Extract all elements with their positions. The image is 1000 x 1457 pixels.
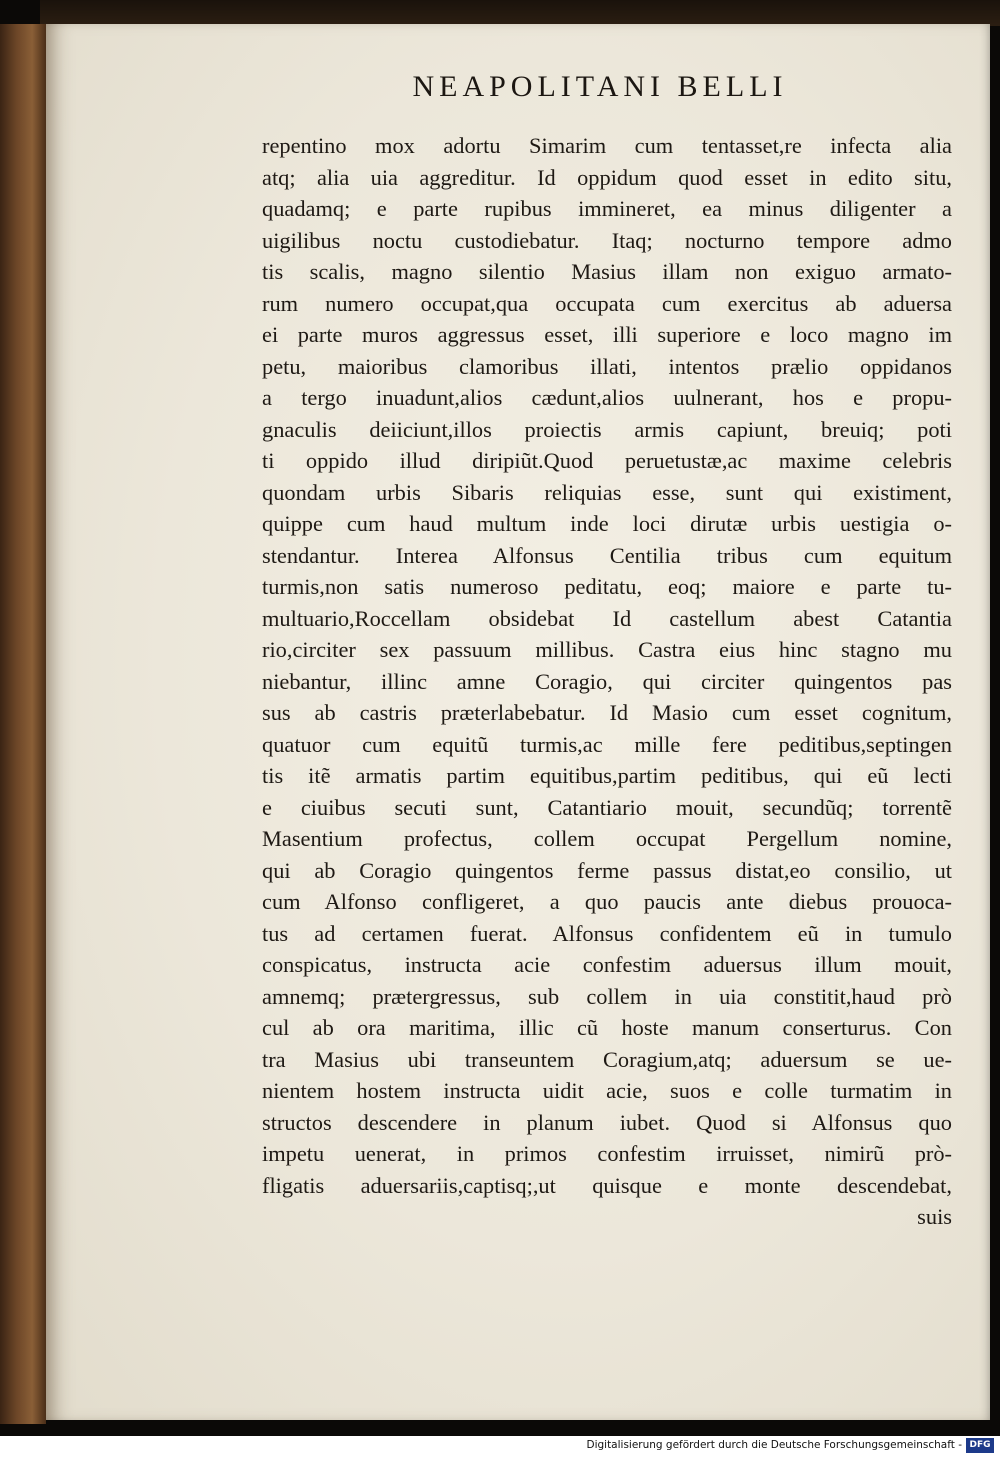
- text-line: quadamq; e parte rupibus immineret, ea minus diligenter a: [262, 196, 952, 221]
- text-line: petu, maioribus clamoribus illati, intentos prælio oppidanos: [262, 353, 952, 379]
- text-line: uigilibus noctu custodiebatur. Itaq; nocturno tempore admo: [262, 227, 952, 253]
- text-line: tis scalis, magno silentio Masius illam non exiguo armato-: [262, 259, 952, 284]
- text-line: amnemq; prætergressus, sub collem in uia constitit,haud prò: [262, 983, 952, 1009]
- catchword: suis: [917, 1204, 952, 1229]
- text-line: qui ab Coragio quingentos ferme passus distat,eo consilio, ut: [262, 857, 952, 883]
- text-line: sus ab castris præterlabebatur. Id Masio cum esset cognitum,: [262, 700, 952, 725]
- text-line: ti oppido illud diripiũt.Quod peruetustæ,ac maxime celebris: [262, 448, 952, 473]
- text-line: cul ab ora maritima, illic cũ hoste manum conserturus. Con: [262, 1015, 952, 1040]
- text-line: quatuor cum equitũ turmis,ac mille fere peditibus,septingen: [262, 731, 952, 757]
- text-line: stendantur. Interea Alfonsus Centilia tribus cum equitum: [262, 542, 952, 568]
- text-line: cum Alfonso confligeret, a quo paucis ante diebus prouoca-: [262, 889, 952, 914]
- dfg-logo-icon: DFG: [966, 1438, 994, 1453]
- text-line: gnaculis deiiciunt,illos proiectis armis capiunt, breuiq; poti: [262, 416, 952, 442]
- text-line: conspicatus, instructa acie confestim aduersus illum mouit,: [262, 952, 952, 977]
- text-line: a tergo inuadunt,alios cædunt,alios uulnerant, hos e propu-: [262, 385, 952, 410]
- text-line: atq; alia uia aggreditur. Id oppidum quod esset in edito situ,: [262, 164, 952, 190]
- text-line: rum numero occupat,qua occupata cum exercitus ab aduersa: [262, 290, 952, 316]
- running-head: NEAPOLITANI BELLI: [412, 70, 788, 103]
- book-spine-edge: [0, 24, 46, 1424]
- text-line: impetu uenerat, in primos confestim irruisset, nimirũ prò-: [262, 1141, 952, 1166]
- text-line: nientem hostem instructa uidit acie, suos e colle turmatim in: [262, 1078, 952, 1103]
- text-line: rio,circiter sex passuum millibus. Castra eius hinc stagno mu: [262, 637, 952, 662]
- text-line: tus ad certamen fuerat. Alfonsus confidentem eũ in tumulo: [262, 920, 952, 946]
- text-line: tra Masius ubi transeuntem Coragium,atq; aduersum se ue-: [262, 1046, 952, 1072]
- text-line: quippe cum haud multum inde loci dirutæ urbis uestigia o-: [262, 511, 952, 536]
- text-line: Masentium profectus, collem occupat Pergellum nomine,: [262, 826, 952, 851]
- text-line: ei parte muros aggressus esset, illi superiore e loco magno im: [262, 322, 952, 347]
- text-line: repentino mox adortu Simarim cum tentasset,re infecta alia: [262, 133, 952, 158]
- footer-credit: Digitalisierung gefördert durch die Deutsche Forschungsgemeinschaft -: [586, 1439, 962, 1451]
- text-line: fligatis aduersariis,captisq;,ut quisque e monte descendebat,: [262, 1172, 952, 1198]
- text-line: turmis,non satis numeroso peditatu, eoq; maiore e parte tu-: [262, 574, 952, 599]
- body-text: [262, 130, 952, 1233]
- book-top-edge: [40, 0, 1000, 26]
- text-line: structos descendere in planum iubet. Quod si Alfonsus quo: [262, 1109, 952, 1135]
- text-line: tis itẽ armatis partim equitibus,partim peditibus, qui eũ lecti: [262, 763, 952, 788]
- text-line: niebantur, illinc amne Coragio, qui circiter quingentos pas: [262, 668, 952, 694]
- text-line: e ciuibus secuti sunt, Catantiario mouit, secundũq; torrentẽ: [262, 794, 952, 820]
- text-line: multuario,Roccellam obsidebat Id castellum abest Catantia: [262, 605, 952, 631]
- text-line: quondam urbis Sibaris reliquias esse, sunt qui existiment,: [262, 479, 952, 505]
